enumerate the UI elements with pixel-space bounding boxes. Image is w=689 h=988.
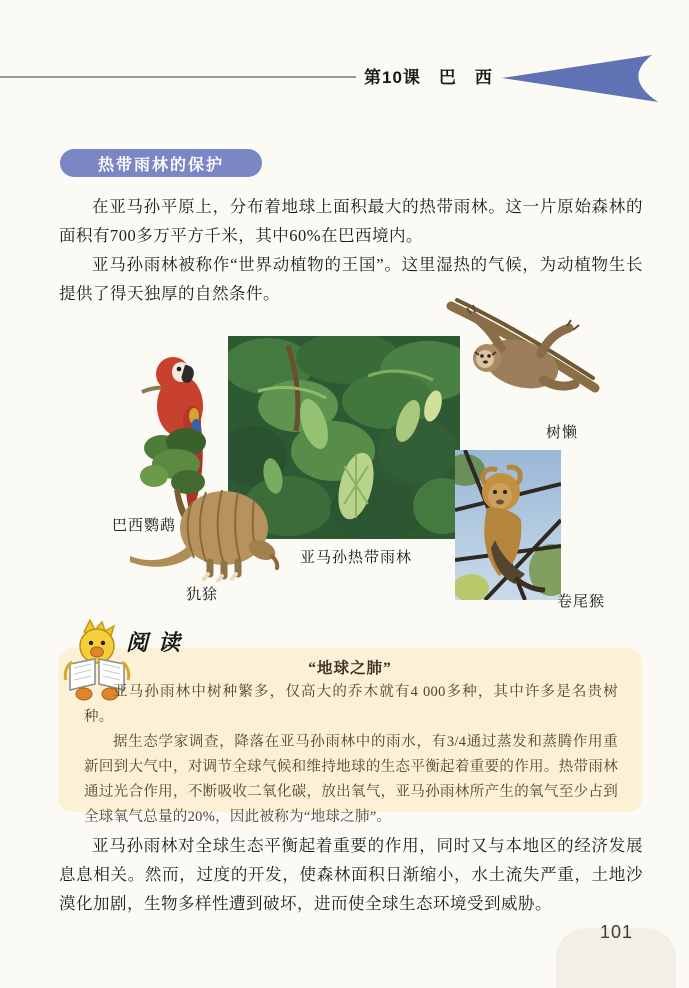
- sloth-caption: 树懒: [546, 424, 579, 441]
- paragraph-intro-1: 在亚马孙平原上，分布着地球上面积最大的热带雨林。这一片原始森林的面积有700多万平方千米，其中60%在巴西境内。: [59, 197, 643, 245]
- armadillo-photo: [126, 476, 290, 582]
- armadillo-caption: 犰狳: [186, 586, 219, 603]
- reading-box-title: “地球之肺”: [308, 660, 392, 677]
- section-heading: [60, 149, 262, 177]
- monkey-caption: 卷尾猴: [557, 593, 606, 610]
- lesson-header-title: 第10课 巴 西: [364, 68, 493, 87]
- rainforest-caption: 亚马孙热带雨林: [299, 549, 412, 566]
- header-pennant-icon: [500, 52, 686, 106]
- header-rule-line: [0, 76, 356, 78]
- reading-section-label: 阅读: [126, 630, 191, 655]
- paragraph-closing: 亚马孙雨林对全球生态平衡起着重要的作用，同时又与本地区的经济发展息息相关。然而，过度的开发，使森林面积日渐缩小，水土流失严重，土地沙漠化加剧，生物多样性遭到破坏，进而使全球生态环境受到威胁。: [59, 836, 643, 913]
- reading-box-body: [84, 680, 618, 830]
- sloth-photo: [443, 292, 605, 420]
- page-number: 101: [600, 922, 634, 942]
- reading-box-paragraph-2: 据生态学家调查，降落在亚马孙雨林中的雨水，有3/4通过蒸发和蒸腾作用重新回到大气中，对调节全球气候和维持地球的生态平衡起着重要的作用。热带雨林通过光合作用，不断吸收二氧化碳，放出氧气，亚马孙雨林所产生的氧气至少占到全球氧气总量的20%，因此被称为“地球之肺”。: [84, 734, 618, 825]
- paragraph-intro-2: 亚马孙雨林被称作“世界动植物的王国”。这里湿热的气候，为动植物生长提供了得天独厚的自然条件。: [59, 255, 643, 303]
- parrot-caption: 巴西鹦鹉: [112, 517, 177, 534]
- monkey-photo: [455, 450, 561, 600]
- section-heading-label: 热带雨林的保护: [97, 156, 224, 174]
- reading-box-paragraph-1: 亚马孙雨林中树种繁多，仅高大的乔木就有4 000多种，其中许多是名贵树种。: [84, 684, 618, 725]
